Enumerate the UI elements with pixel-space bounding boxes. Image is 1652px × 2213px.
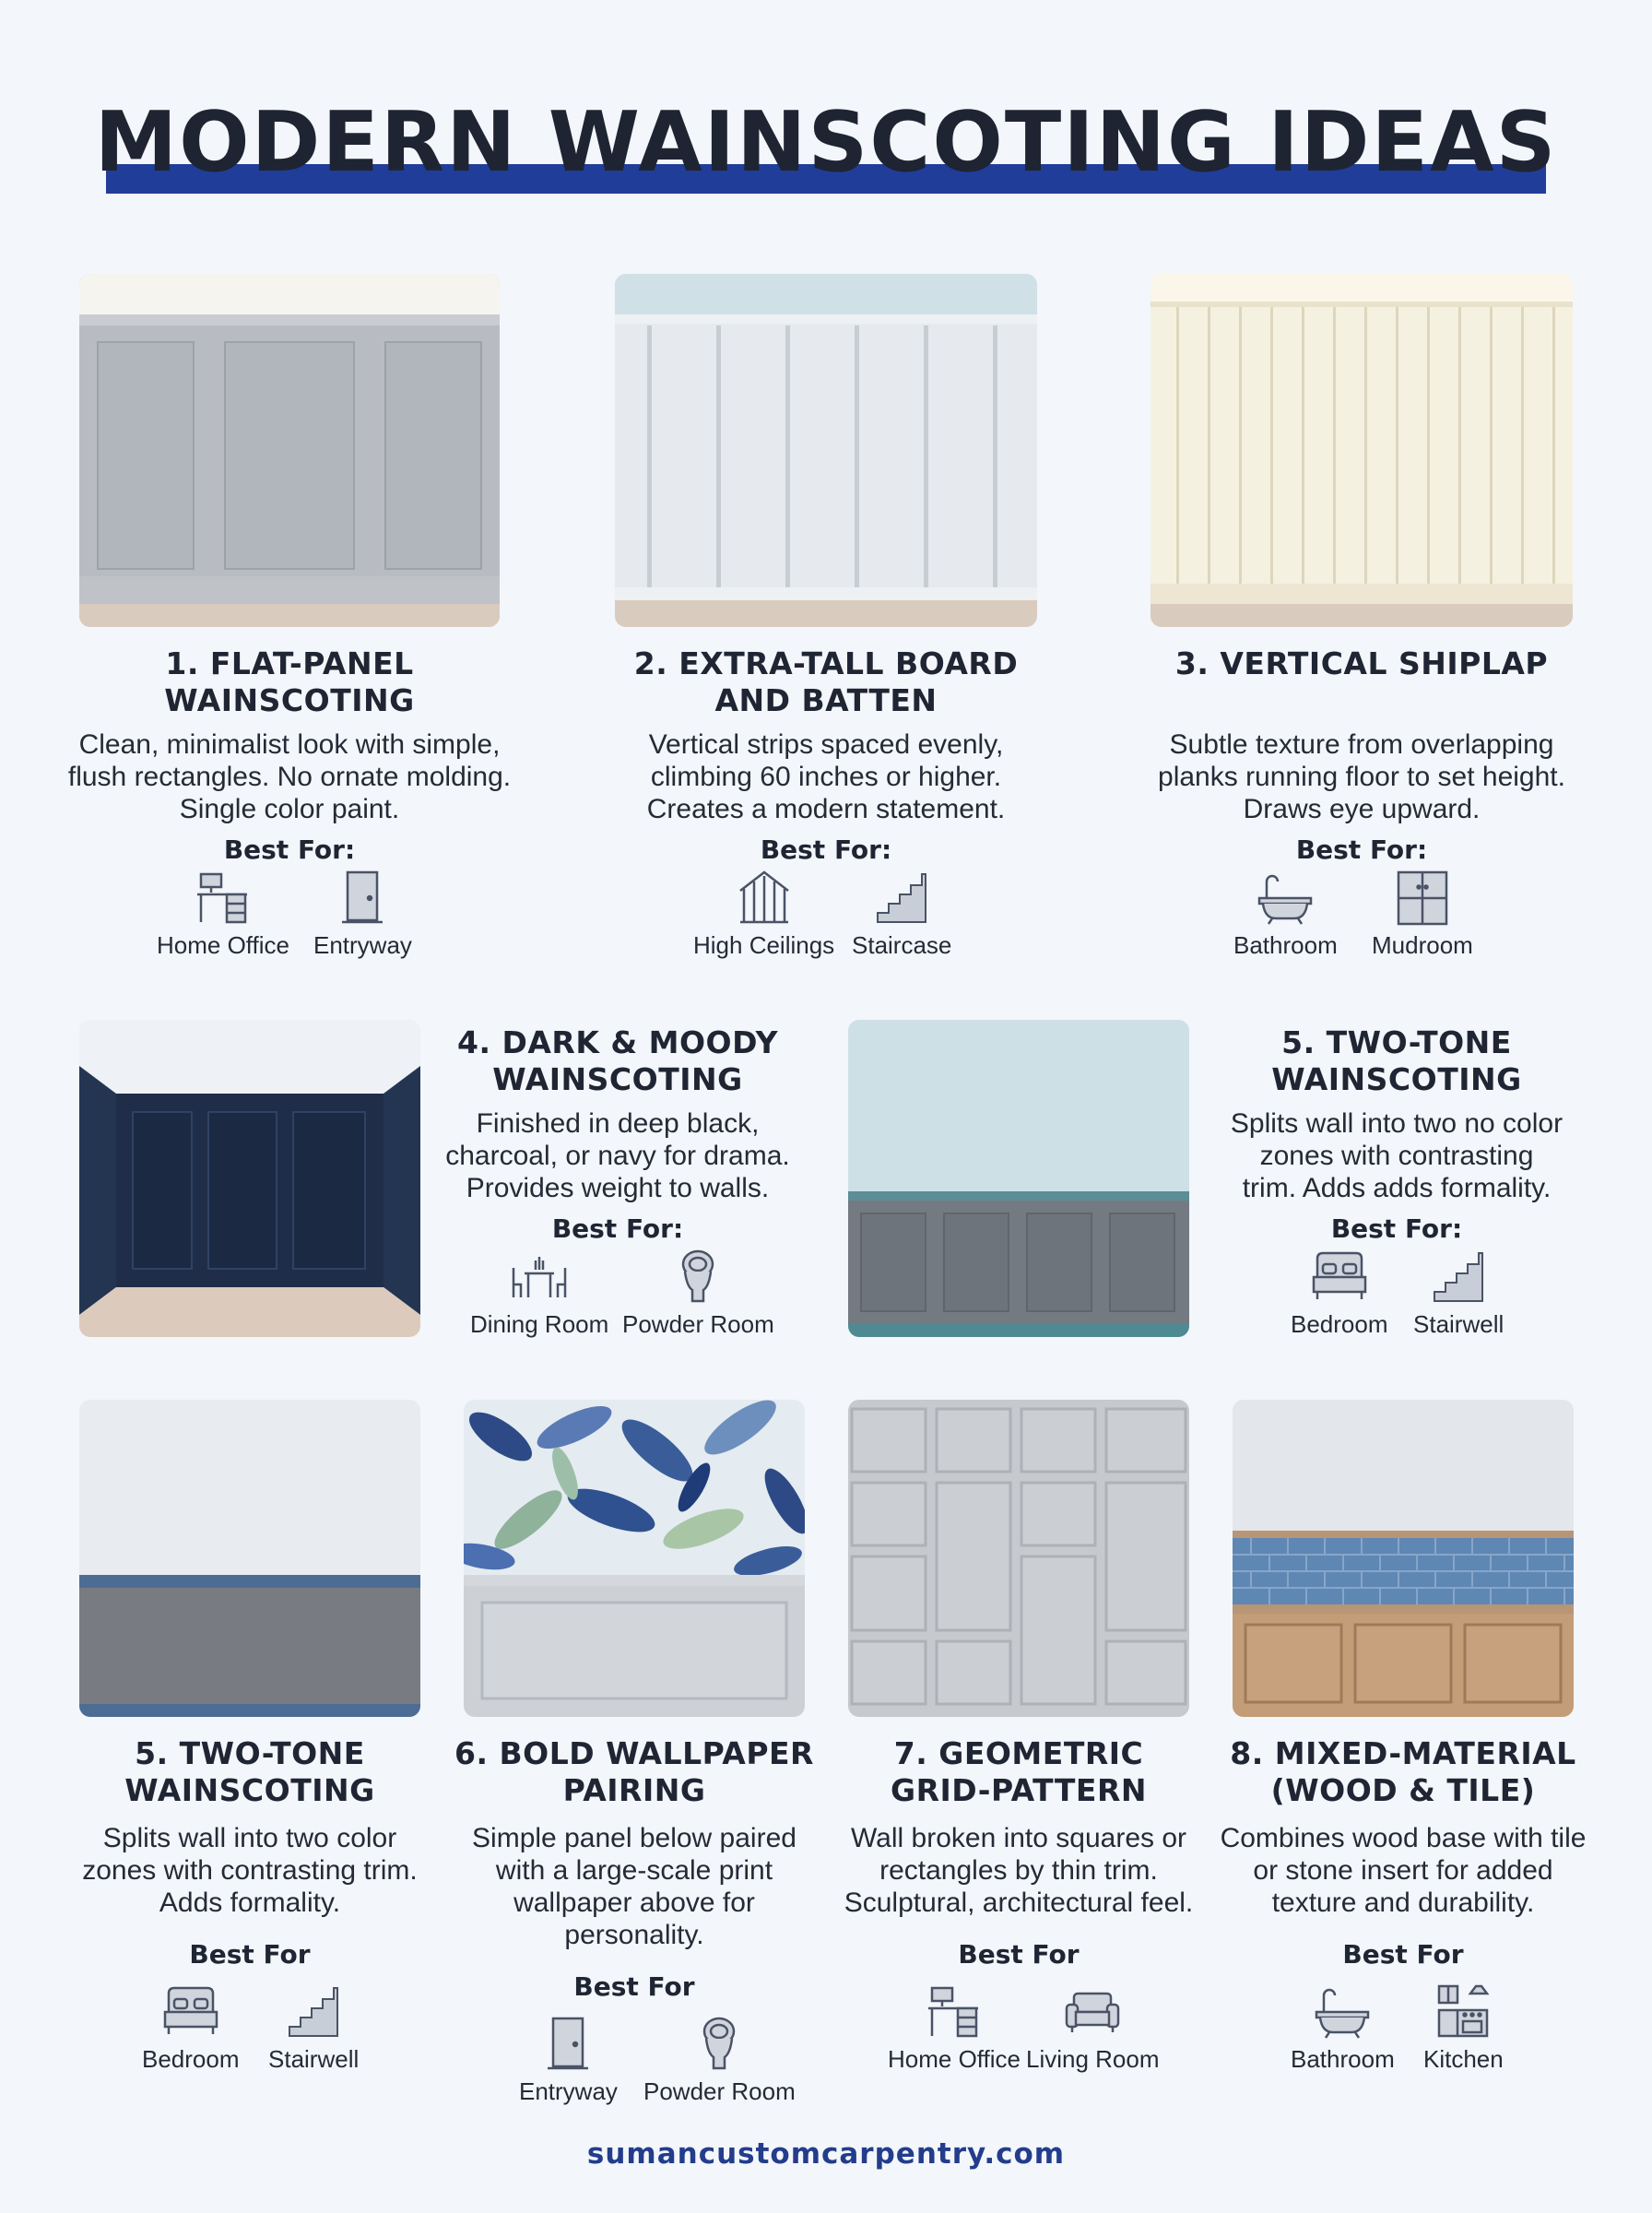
card-geometric-grid [825,1735,1212,2071]
cabinet-icon [1395,870,1450,926]
card-desc-line: planks running floor to set height. [1158,762,1565,792]
card-title-line: WAINSCOTING [492,1061,743,1097]
best-for-label: Best For: [760,834,892,865]
card-desc-line: Simple panel below paired [472,1823,796,1853]
use-label: Living Room [1026,2045,1160,2073]
use-living-room [1026,1984,1160,2074]
card-desc-line: Provides weight to walls. [466,1173,770,1203]
desk-icon [926,1984,982,2040]
use-label: Home Office [157,931,290,959]
best-for-label: Best For: [1330,1213,1463,1244]
use-label: Stairwell [268,2045,360,2073]
card-title-line: 6. BOLD WALLPAPER [454,1735,814,1771]
desk-icon [195,870,251,926]
use-label: Staircase [852,931,952,959]
board-batten-illustration [615,274,1037,627]
card-title-line: AND BATTEN [714,682,938,718]
use-label: Powder Room [622,1310,774,1338]
bathtub-icon [1315,1984,1370,2040]
use-bathroom [1233,870,1338,960]
card-title-line: 7. GEOMETRIC [893,1735,1144,1771]
geometric-grid-illustration [848,1400,1189,1717]
use-bedroom [142,1984,240,2074]
card-desc-line: Vertical strips spaced evenly, [648,729,1004,760]
use-label: Powder Room [643,2077,796,2105]
card-desc-line: Splits wall into two no color [1230,1108,1564,1139]
card-desc-line: Subtle texture from overlapping [1169,729,1554,760]
best-for-label: Best For: [551,1213,684,1244]
wallpaper-illustration [464,1400,805,1717]
card-desc-line: Wall broken into squares or [850,1823,1187,1853]
best-for-label: Best For [573,1971,695,2002]
use-mudroom [1372,870,1473,960]
use-entryway [313,870,412,960]
card-title-line: 2. EXTRA-TALL BOARD [633,645,1019,681]
mixed-material-illustration [1233,1400,1574,1717]
bed-icon [1312,1249,1367,1305]
card-board-batten [592,645,1060,966]
card-desc-line: Single color paint. [179,794,400,824]
page-title: MODERN WAINSCOTING IDEAS [94,94,1558,191]
card-desc-line: Draws eye upward. [1243,794,1481,824]
card-wallpaper [441,1735,828,2103]
bathtub-icon [1257,870,1313,926]
card-desc-line: Creates a modern statement. [646,794,1006,824]
card-title-line: GRID-PATTERN [891,1772,1147,1808]
dark-moody-illustration [79,1020,420,1337]
use-bathroom [1291,1984,1395,2074]
card-desc-line: charcoal, or navy for drama. [445,1141,790,1171]
card-desc-line: Sculptural, architectural feel. [844,1888,1194,1918]
use-powder-room [643,2017,796,2106]
shiplap-illustration [1150,274,1573,627]
toilet-icon [670,1249,726,1305]
card-flat-panel [55,645,524,966]
use-label: Bedroom [142,2045,240,2073]
card-title-line: 8. MIXED-MATERIAL [1230,1735,1576,1771]
use-label: Bathroom [1233,931,1338,959]
use-bedroom [1291,1249,1388,1339]
use-stairwell [1413,1249,1504,1339]
kitchen-icon [1435,1984,1491,2040]
use-label: Home Office [888,2045,1021,2073]
card-desc-line: wallpaper above for personality. [513,1888,755,1950]
use-label: Mudroom [1372,931,1473,959]
two-tone-teal-illustration [848,1020,1189,1337]
card-desc-line: or stone insert for added [1253,1855,1553,1886]
card-desc-line: Splits wall into two color [102,1823,397,1853]
card-title-line: WAINSCOTING [124,1772,375,1808]
door-icon [540,2017,596,2072]
two-tone-blue-illustration [79,1400,420,1717]
best-for-label: Best For: [1295,834,1428,865]
card-title-line: (WOOD & TILE) [1270,1772,1536,1808]
card-desc-line: Clean, minimalist look with simple, [78,729,501,760]
dining-table-icon [512,1249,567,1305]
card-dark-moody [433,1024,802,1345]
card-title-line: WAINSCOTING [164,682,415,718]
use-entryway [519,2017,618,2106]
use-label: Entryway [519,2077,618,2105]
card-desc-line: zones with contrasting trim. [82,1855,418,1886]
use-staircase [852,870,951,960]
card-desc-line: texture and durability. [1271,1888,1535,1918]
card-desc-line: Finished in deep black, [476,1108,760,1139]
card-desc-line: flush rectangles. No ornate molding. [67,762,512,792]
use-powder-room [622,1249,774,1339]
card-desc-line: zones with contrasting [1259,1141,1534,1171]
best-for-label: Best For [1342,1939,1464,1970]
card-mixed-material [1210,1735,1597,2071]
use-home-office [888,1984,1021,2074]
use-stairwell [268,1984,359,2074]
use-label: Entryway [313,931,412,959]
high-ceiling-icon [737,870,792,926]
flat-panel-illustration [79,274,500,627]
stairs-icon [1431,1249,1486,1305]
sofa-icon [1065,1984,1120,2040]
card-desc-line: trim. Adds adds formality. [1242,1173,1552,1203]
use-label: Bedroom [1291,1310,1388,1338]
card-desc-line: Combines wood base with tile [1220,1823,1587,1853]
card-two-tone-a [1203,1024,1590,1345]
use-kitchen [1423,1984,1504,2074]
use-label: Bathroom [1291,2045,1395,2073]
use-label: High Ceilings [693,931,835,959]
card-title-line: 4. DARK & MOODY [457,1024,778,1060]
use-label: Stairwell [1413,1310,1504,1338]
card-title-line: 3. VERTICAL SHIPLAP [1174,645,1549,681]
use-label: Kitchen [1423,2045,1504,2073]
card-desc-line: rectangles by thin trim. [879,1855,1158,1886]
best-for-label: Best For [189,1939,311,1970]
use-home-office [157,870,289,960]
best-for-label: Best For: [223,834,356,865]
card-title-line: PAIRING [562,1772,706,1808]
card-title-line: 5. TWO-TONE [135,1735,365,1771]
bed-icon [163,1984,218,2040]
use-dining-room [470,1249,608,1339]
card-title-line: WAINSCOTING [1271,1061,1522,1097]
door-icon [335,870,390,926]
card-desc-line: with a large-scale print [495,1855,773,1886]
card-desc-line: climbing 60 inches or higher. [650,762,1002,792]
stairs-icon [874,870,929,926]
card-desc-line: Adds formality. [159,1888,341,1918]
footer-website[interactable]: sumancustomcarpentry.com [586,2137,1066,2171]
use-label: Dining Room [470,1310,609,1338]
best-for-label: Best For [958,1939,1080,1970]
stairs-icon [286,1984,341,2040]
card-title-line: 5. TWO-TONE [1281,1024,1512,1060]
card-shiplap [1127,645,1596,966]
use-high-ceilings [693,870,834,960]
card-title-line: 1. FLAT-PANEL [165,645,414,681]
toilet-icon [691,2017,747,2072]
card-two-tone-b [61,1735,439,2071]
